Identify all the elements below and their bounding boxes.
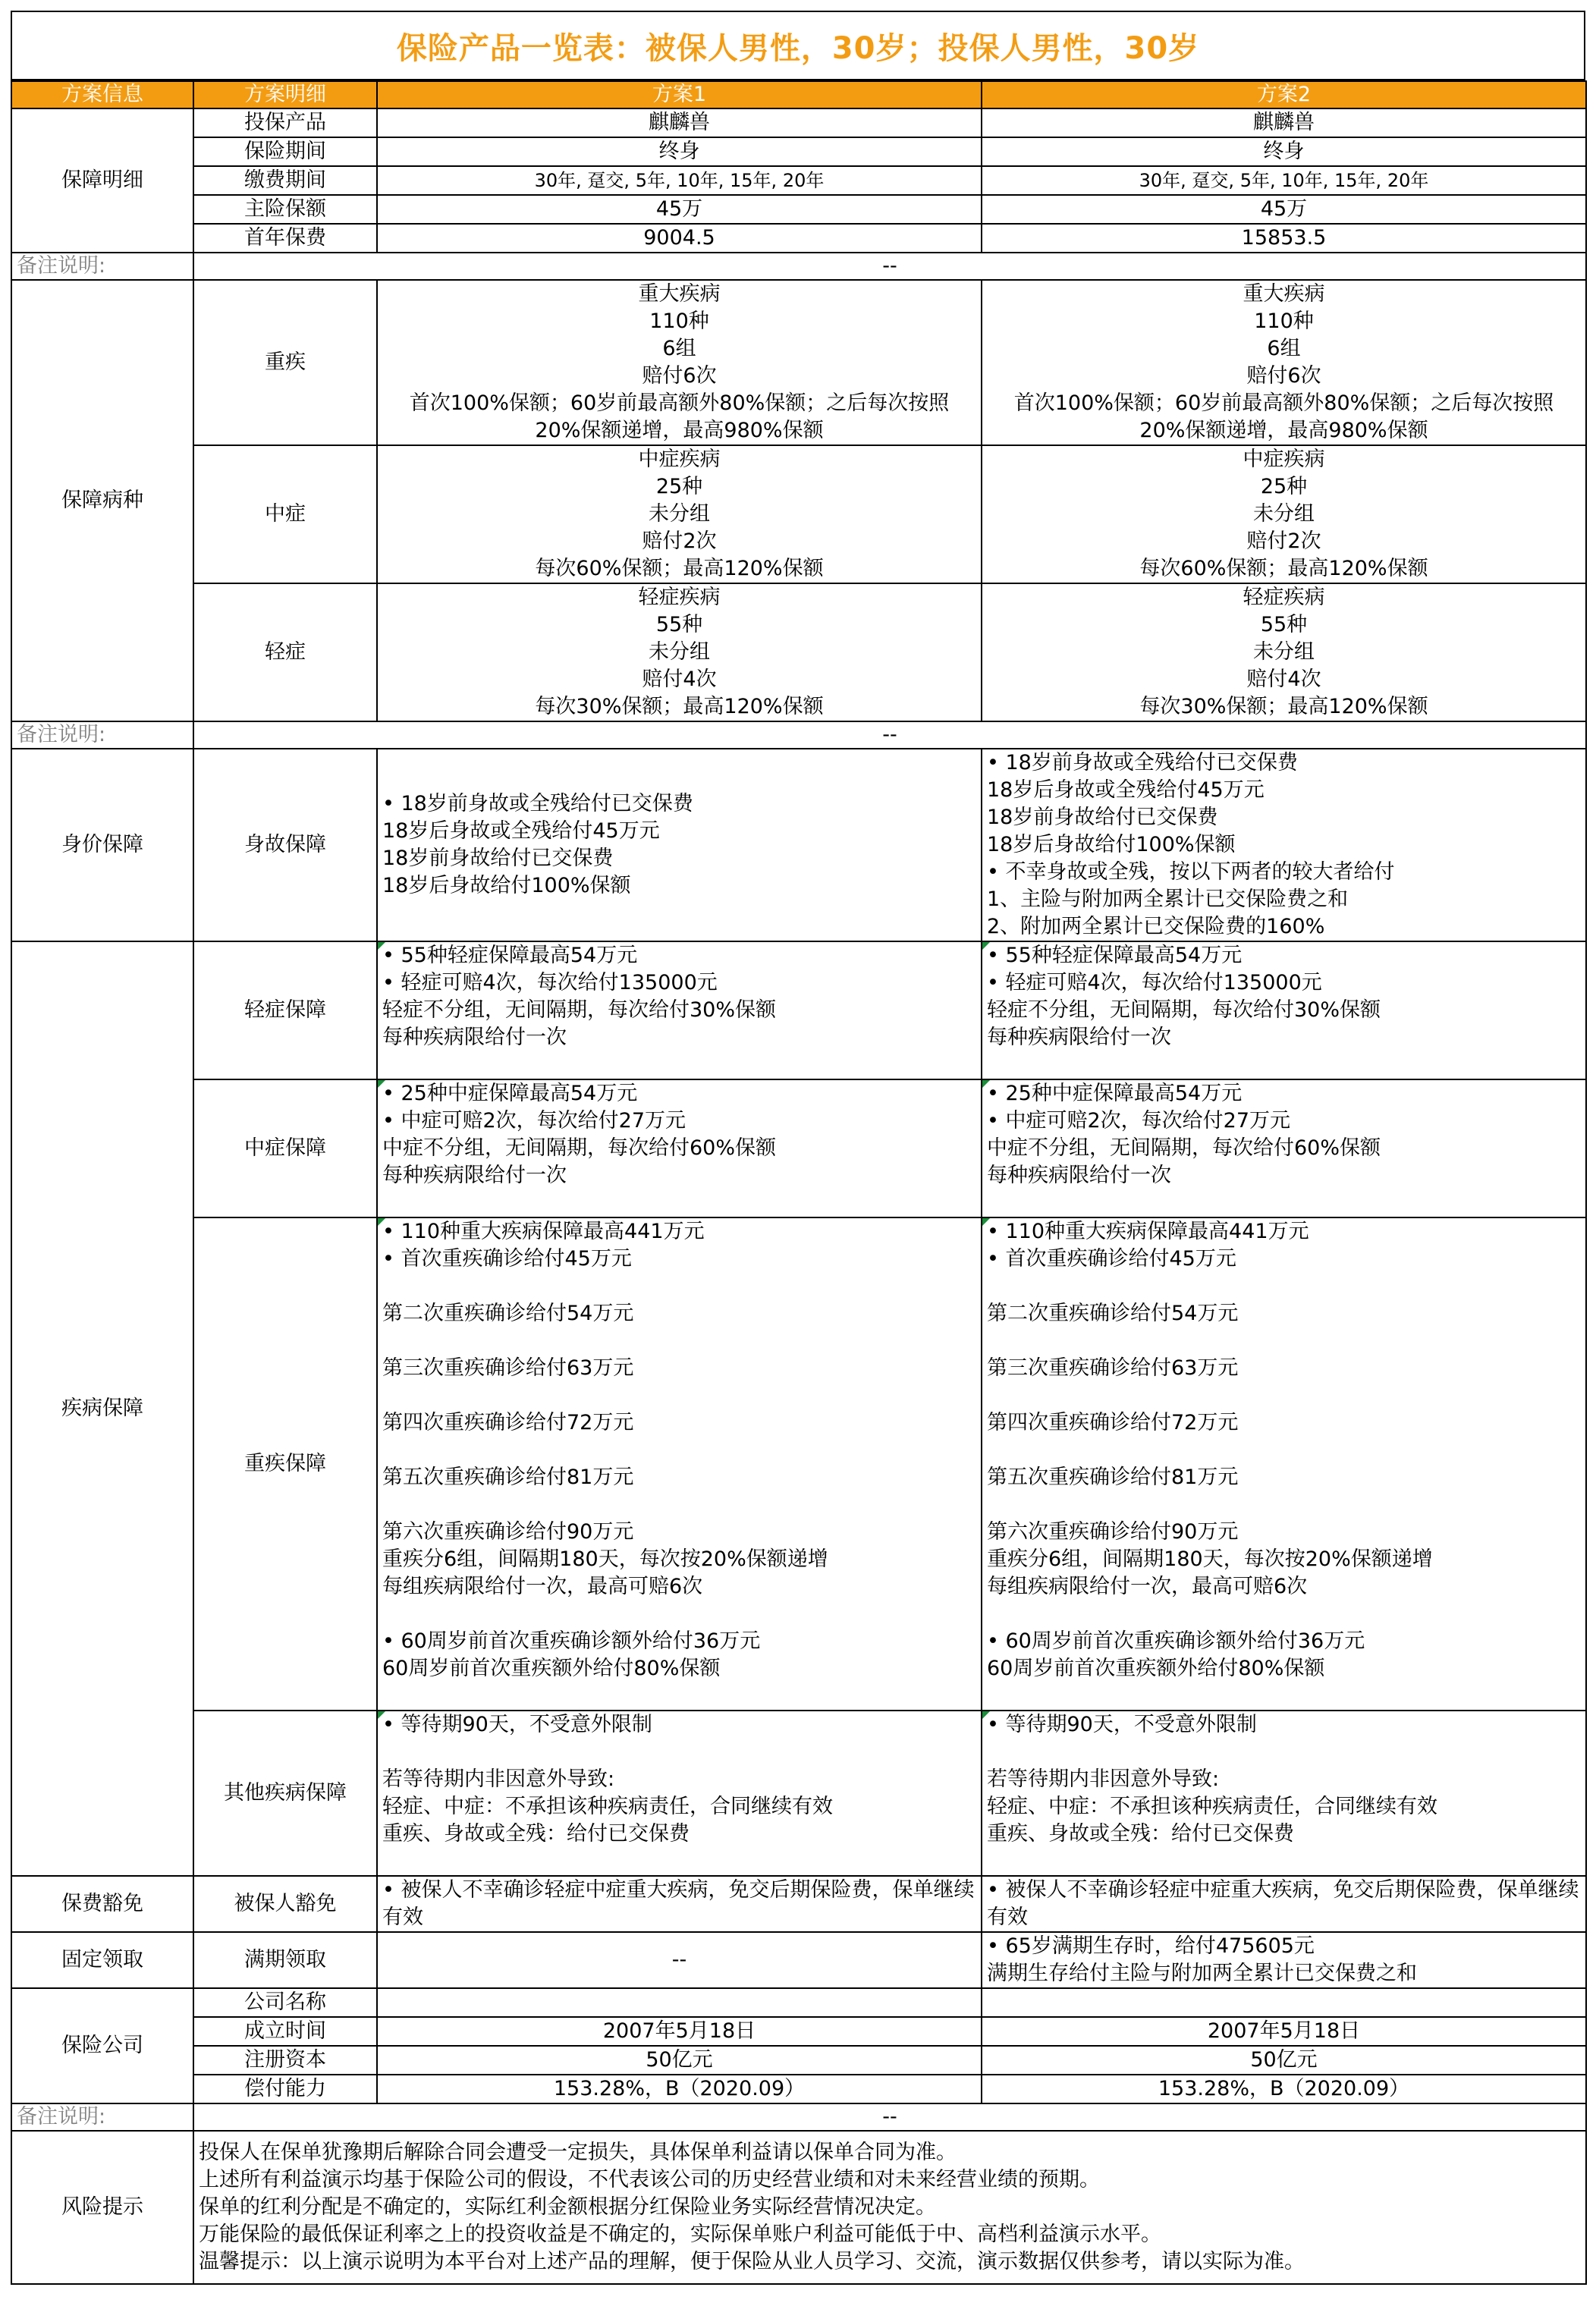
illness-row [11,941,1586,1079]
row-label: 保险期间 [193,137,377,166]
plan1-death: • 18岁前身故或全残给付已交保费 18岁后身故或全残给付45万元 18岁前身故给付已交保费 18岁后身故给付100%保额 [377,749,982,941]
waiver-label: 被保人豁免 [193,1876,377,1932]
critical-label: 重疾 [193,280,377,445]
note-row [11,721,1586,749]
company-row [11,2017,1586,2046]
plan1-maturity: -- [377,1932,982,1988]
plan1-critical-cover: • 110种重大疾病保障最高441万元 • 首次重疾确诊给付45万元 第二次重疾确诊给付54万元 第三次重疾确诊给付63万元 第四次重疾确诊给付72万元 第五次重疾确诊给付81万元 第六次重疾确诊给付90万元 重疾分6组，间隔期180天，每次按20%保额递增 每组疾病限给付一次，最高可赔6次 • 60周岁前首次重疾确诊额外给付36万元 60周岁前首次重疾额外给付80%保额 [377,1217,982,1711]
plan1-value: 9004.5 [377,224,982,253]
section-life: 身价保障 [11,749,193,941]
row-label: 公司名称 [193,1988,377,2017]
plan2-critical-cover: • 110种重大疾病保障最高441万元 • 首次重疾确诊给付45万元 第二次重疾确诊给付54万元 第三次重疾确诊给付63万元 第四次重疾确诊给付72万元 第五次重疾确诊给付81万元 第六次重疾确诊给付90万元 重疾分6组，间隔期180天，每次按20%保额递增 每组疾病限给付一次，最高可赔6次 • 60周岁前首次重疾确诊额外给付36万元 60周岁前首次重疾额外给付80%保额 [982,1217,1586,1711]
waiver-row [11,1876,1586,1932]
plan1-other-cover: • 等待期90天，不受意外限制 若等待期内非因意外导致: 轻症、中症：不承担该种疾病责任，合同继续有效 重疾、身故或全残：给付已交保费 [377,1711,982,1876]
disease-row [11,280,1586,445]
note-label: 备注说明: [11,2103,193,2131]
note-value: -- [193,253,1586,280]
section-company: 保险公司 [11,1988,193,2103]
maturity-label: 满期领取 [193,1932,377,1988]
row-label: 主险保额 [193,195,377,224]
header-plan1: 方案1 [377,81,982,108]
basic-row [11,195,1586,224]
plan1-value: 2007年5月18日 [377,2017,982,2046]
section-maturity: 固定领取 [11,1932,193,1988]
death-label: 身故保障 [193,749,377,941]
section-disease: 保障病种 [11,280,193,721]
note-value: -- [193,2103,1586,2131]
illness-row [11,1217,1586,1711]
plan1-mild-cover: • 55种轻症保障最高54万元 • 轻症可赔4次，每次给付135000元 轻症不分组，无间隔期，每次给付30%保额 每种疾病限给付一次 [377,941,982,1079]
plan1-value: 30年, 趸交, 5年, 10年, 15年, 20年 [377,166,982,195]
company-row [11,2046,1586,2075]
illness-row [11,1079,1586,1217]
plan2-value [982,1988,1586,2017]
plan1-critical: 重大疾病 110种 6组 赔付6次 首次100%保额；60岁前最高额外80%保额；之后每次按照 20%保额递增，最高980%保额 [377,280,982,445]
plan1-moderate: 中症疾病 25种 未分组 赔付2次 每次60%保额；最高120%保额 [377,445,982,583]
other-cover-label: 其他疾病保障 [193,1711,377,1876]
basic-row [11,166,1586,195]
header-plan-detail: 方案明细 [193,81,377,108]
critical-cover-label: 重疾保障 [193,1217,377,1711]
plan2-other-cover: • 等待期90天，不受意外限制 若等待期内非因意外导致: 轻症、中症：不承担该种疾病责任，合同继续有效 重疾、身故或全残：给付已交保费 [982,1711,1586,1876]
section-basic: 保障明细 [11,108,193,253]
plan1-value: 麒麟兽 [377,108,982,137]
page-title: 保险产品一览表：被保人男性，30岁；投保人男性，30岁 [11,11,1585,80]
plan2-value: 麒麟兽 [982,108,1586,137]
company-row [11,2075,1586,2103]
section-risk: 风险提示 [11,2131,193,2284]
plan2-value: 终身 [982,137,1586,166]
plan2-waiver: • 被保人不幸确诊轻症中症重大疾病，免交后期保险费，保单继续有效 [982,1876,1586,1932]
plan2-value: 50亿元 [982,2046,1586,2075]
header-plan2: 方案2 [982,81,1586,108]
risk-row [11,2131,1586,2284]
plan2-value: 30年, 趸交, 5年, 10年, 15年, 20年 [982,166,1586,195]
disease-row [11,445,1586,583]
plan1-value: 45万 [377,195,982,224]
row-label: 成立时间 [193,2017,377,2046]
row-label: 注册资本 [193,2046,377,2075]
plan2-value: 153.28%，B（2020.09） [982,2075,1586,2103]
section-waiver: 保费豁免 [11,1876,193,1932]
row-label: 偿付能力 [193,2075,377,2103]
plan1-value: 153.28%，B（2020.09） [377,2075,982,2103]
company-row [11,1988,1586,2017]
row-label: 投保产品 [193,108,377,137]
plan2-moderate: 中症疾病 25种 未分组 赔付2次 每次60%保额；最高120%保额 [982,445,1586,583]
plan2-moderate-cover: • 25种中症保障最高54万元 • 中症可赔2次，每次给付27万元 中症不分组，无间隔期，每次给付60%保额 每种疾病限给付一次 [982,1079,1586,1217]
basic-row [11,224,1586,253]
row-label: 首年保费 [193,224,377,253]
plan2-mild: 轻症疾病 55种 未分组 赔付4次 每次30%保额；最高120%保额 [982,583,1586,721]
plan2-value: 45万 [982,195,1586,224]
plan2-mild-cover: • 55种轻症保障最高54万元 • 轻症可赔4次，每次给付135000元 轻症不分组，无间隔期，每次给付30%保额 每种疾病限给付一次 [982,941,1586,1079]
plan2-value: 15853.5 [982,224,1586,253]
life-row [11,749,1586,941]
moderate-cover-label: 中症保障 [193,1079,377,1217]
note-row [11,2103,1586,2131]
row-label: 缴费期间 [193,166,377,195]
plan2-critical: 重大疾病 110种 6组 赔付6次 首次100%保额；60岁前最高额外80%保额；之后每次按照 20%保额递增，最高980%保额 [982,280,1586,445]
plan2-death: • 18岁前身故或全残给付已交保费 18岁后身故或全残给付45万元 18岁前身故给付已交保费 18岁后身故给付100%保额 • 不幸身故或全残，按以下两者的较大者给付 1、主险与附加两全累计已交保险费之和 2、附加两全累计已交保险费的160% [982,749,1586,941]
basic-row [11,108,1586,137]
plan1-waiver: • 被保人不幸确诊轻症中症重大疾病，免交后期保险费，保单继续有效 [377,1876,982,1932]
basic-row [11,137,1586,166]
disease-row [11,583,1586,721]
mild-cover-label: 轻症保障 [193,941,377,1079]
maturity-row [11,1932,1586,1988]
note-label: 备注说明: [11,721,193,749]
moderate-label: 中症 [193,445,377,583]
plan2-maturity: • 65岁满期生存时，给付475605元 满期生存给付主险与附加两全累计已交保费之和 [982,1932,1586,1988]
mild-label: 轻症 [193,583,377,721]
insurance-comparison-table [11,80,1587,2285]
plan1-value: 50亿元 [377,2046,982,2075]
table-header [11,81,1586,108]
plan1-moderate-cover: • 25种中症保障最高54万元 • 中症可赔2次，每次给付27万元 中症不分组，无间隔期，每次给付60%保额 每种疾病限给付一次 [377,1079,982,1217]
illness-row [11,1711,1586,1876]
note-label: 备注说明: [11,253,193,280]
plan1-value: 终身 [377,137,982,166]
plan1-value [377,1988,982,2017]
section-illness: 疾病保障 [11,941,193,1876]
header-plan-info: 方案信息 [11,81,193,108]
risk-text: 投保人在保单犹豫期后解除合同会遭受一定损失，具体保单利益请以保单合同为准。 上述所有利益演示均基于保险公司的假设，不代表该公司的历史经营业绩和对未来经营业绩的预期。 保单的红利分配是不确定的，实际红利金额根据分红保险业务实际经营情况决定。 万能保险的最低保证利率之上的投资收益是不确定的，实际保单账户利益可能低于中、高档利益演示水平。 温馨提示：以上演示说明为本平台对上述产品的理解，便于保险从业人员学习、交流，演示数据仅供参考，请以实际为准。 [193,2131,1586,2284]
note-row [11,253,1586,280]
plan1-mild: 轻症疾病 55种 未分组 赔付4次 每次30%保额；最高120%保额 [377,583,982,721]
plan2-value: 2007年5月18日 [982,2017,1586,2046]
note-value: -- [193,721,1586,749]
